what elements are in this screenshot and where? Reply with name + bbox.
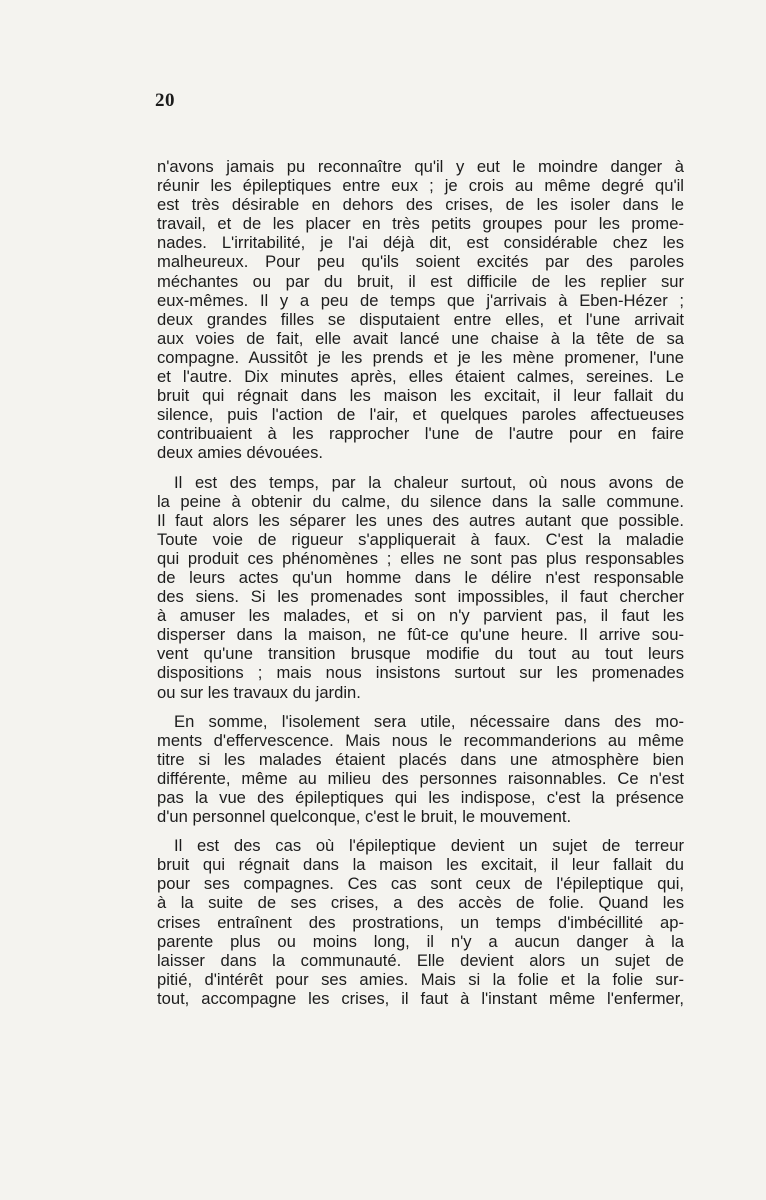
text-line: Il faut alors les séparer les unes des autres autant que possible. [157,510,684,530]
text-line: silence, puis l'action de l'air, et quelques paroles affectueuses [157,405,684,425]
text-line: travail, et de les placer en très petits groupes pour les prome- [157,214,684,234]
text-line: est très désirable en dehors des crises, de les isoler dans le [157,195,684,215]
text-line: laisser dans la communauté. Elle devient alors un sujet de [157,950,684,970]
text-line: ments d'effervescence. Mais nous le recommanderions au même [157,730,684,750]
text-line: la peine à obtenir du calme, du silence dans la salle commune. [157,491,684,511]
text-line: vent qu'une transition brusque modifie du tout au tout leurs [157,644,684,664]
body-text [157,157,684,1008]
text-line: n'avons jamais pu reconnaître qu'il y eut le moindre danger à [157,157,684,176]
text-line: à amuser les malades, et si on n'y parvient pas, il faut les [157,606,684,626]
text-line: bruit qui régnait dans la maison les excitait, il leur fallait du [157,855,684,875]
paragraph [157,473,684,702]
text-line: Il est des temps, par la chaleur surtout, où nous avons de [174,472,684,492]
text-line: eux-mêmes. Il y a peu de temps que j'arrivais à Eben-Hézer ; [157,290,684,310]
text-line: qui produit ces phénomènes ; elles ne sont pas plus responsables [157,548,684,568]
text-line: Toute voie de rigueur s'appliquerait à faux. C'est la maladie [157,529,684,549]
text-line: compagne. Aussitôt je les prends et je les mène promener, l'une [157,347,684,367]
text-line: réunir les épileptiques entre eux ; je crois au même degré qu'il [157,176,684,196]
text-line: à la suite de ses crises, a des accès de folie. Quand les [157,893,684,913]
paragraph [157,712,684,827]
text-line: deux amies dévouées. [157,443,324,463]
text-line: En somme, l'isolement sera utile, nécessaire dans des mo- [174,711,684,731]
text-line: titre si les malades étaient placés dans une atmosphère bien [157,749,684,769]
text-line: Il est des cas où l'épileptique devient un sujet de terreur [174,836,684,856]
page-number: 20 [155,90,175,111]
text-line: disperser dans la maison, ne fût-ce qu'une heure. Il arrive sou- [157,625,684,645]
text-line: des siens. Si les promenades sont impossibles, il faut chercher [157,587,684,607]
text-line: et l'autre. Dix minutes après, elles étaient calmes, sereines. Le [157,367,684,387]
paragraph [157,157,684,463]
text-line: aux voies de fait, elle avait lancé une chaise à la tête de sa [157,328,684,348]
text-line: ou sur les travaux du jardin. [157,682,361,702]
text-line: tout, accompagne les crises, il faut à l'instant même l'enfermer, [157,988,684,1008]
text-line: deux grandes filles se disputaient entre elles, et l'une arrivait [157,309,684,329]
text-line: pour ses compagnes. Ces cas sont ceux de l'épileptique qui, [157,874,684,894]
text-line: dispositions ; mais nous insistons surtout sur les promenades [157,663,684,683]
text-line: pitié, d'intérêt pour ses amies. Mais si la folie et la folie sur- [157,969,684,989]
text-line: de leurs actes qu'un homme dans le délire n'est responsable [157,567,684,587]
text-line: bruit qui régnait dans les maison les excitait, il leur fallait du [157,386,684,406]
text-line: malheureux. Pour peu qu'ils soient excités par des paroles [157,252,684,272]
text-line: nades. L'irritabilité, je l'ai déjà dit, est considérable chez les [157,233,684,253]
text-line: parente plus ou moins long, il n'y a aucun danger à la [157,931,684,951]
text-line: d'un personnel quelconque, c'est le bruit, le mouvement. [157,807,572,827]
paragraph [157,836,684,1008]
text-line: méchantes ou par du bruit, il est difficile de les replier sur [157,271,684,291]
text-line: différente, même au milieu des personnes raisonnables. Ce n'est [157,768,684,788]
text-line: contribuaient à les rapprocher l'une de l'autre pour en faire [157,424,684,444]
text-line: pas la vue des épileptiques qui les indispose, c'est la présence [157,788,684,807]
text-line: crises entraînent des prostrations, un temps d'imbécillité ap- [157,912,684,932]
